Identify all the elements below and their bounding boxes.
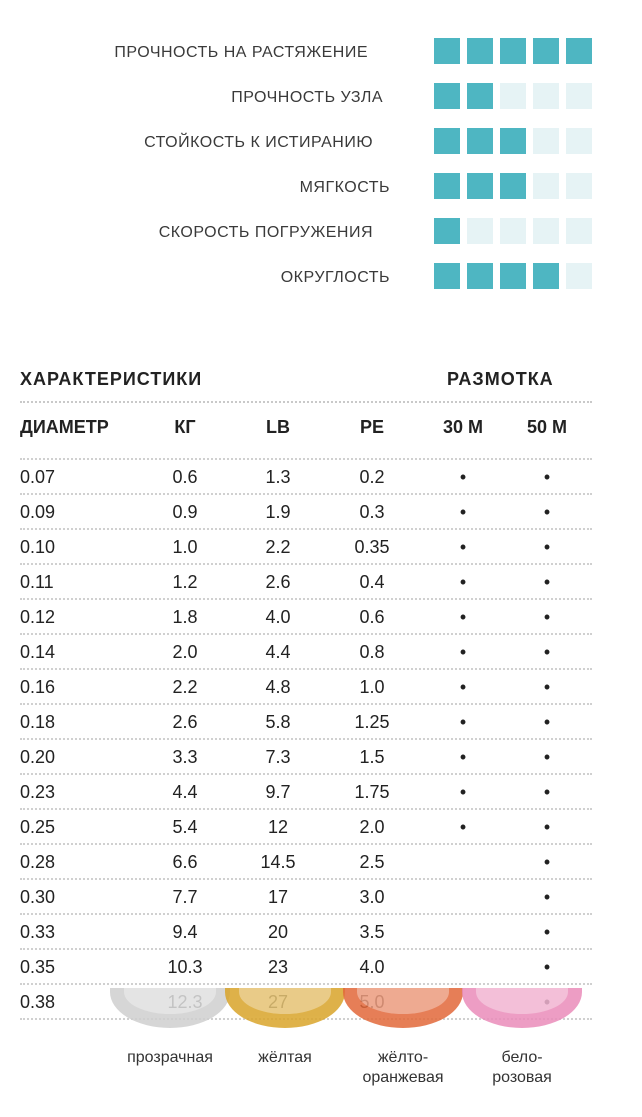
cell-diameter: 0.38 — [20, 992, 56, 1012]
table-row — [20, 880, 592, 915]
cell-lb: 12 — [267, 817, 289, 837]
cell-diameter: 0.12 — [20, 607, 56, 627]
cell-spool-30m: • — [459, 502, 467, 522]
cell-diameter: 0.35 — [20, 957, 56, 977]
cell-diameter: 0.11 — [20, 572, 54, 592]
table-row — [20, 600, 592, 635]
cell-pe: 0.3 — [359, 502, 385, 522]
cell-kg: 10.3 — [167, 957, 203, 977]
rating-bar-filled — [566, 38, 592, 64]
cell-diameter: 0.28 — [20, 852, 56, 872]
table-row — [20, 705, 592, 740]
table-row — [20, 565, 592, 600]
cell-kg: 0.6 — [172, 467, 198, 487]
cell-kg: 9.4 — [172, 922, 198, 942]
cell-lb: 2.2 — [265, 537, 291, 557]
cell-lb: 5.8 — [265, 712, 291, 732]
cell-lb: 14.5 — [260, 852, 296, 872]
color-label: жёлто- оранжевая — [362, 1049, 444, 1086]
rating-bar-empty — [566, 83, 592, 109]
rating-row — [0, 36, 642, 81]
cell-spool-50m: • — [543, 712, 551, 732]
column-header-30m: 30 M — [442, 417, 484, 437]
spool-highlight — [476, 988, 568, 1014]
rating-bar-empty — [533, 173, 559, 199]
cell-spool-30m: • — [459, 467, 467, 487]
color-label: бело- розовая — [492, 1049, 552, 1086]
column-header-diameter: ДИАМЕТР — [20, 417, 109, 437]
cell-kg: 1.8 — [172, 607, 198, 627]
cell-spool-30m: • — [459, 642, 467, 662]
cell-pe: 0.35 — [354, 537, 390, 557]
table-row — [20, 670, 592, 705]
rating-bar-filled — [434, 128, 460, 154]
rating-bar-filled — [467, 83, 493, 109]
spool-highlight — [239, 988, 331, 1014]
rating-row — [0, 216, 642, 261]
rating-bar-filled — [434, 83, 460, 109]
rating-label: СКОРОСТЬ ПОГРУЖЕНИЯ — [158, 224, 373, 241]
cell-lb: 2.6 — [265, 572, 291, 592]
cell-pe: 3.5 — [359, 922, 385, 942]
table-row — [20, 915, 592, 950]
cell-spool-50m: • — [543, 922, 551, 942]
cell-kg: 6.6 — [172, 852, 198, 872]
cell-spool-50m: • — [543, 642, 551, 662]
rating-label: СТОЙКОСТЬ К ИСТИРАНИЮ — [144, 134, 373, 151]
spec-title: ХАРАКТЕРИСТИКИ — [20, 369, 203, 389]
rating-bar-empty — [500, 83, 526, 109]
rating-bar-empty — [566, 173, 592, 199]
cell-spool-50m: • — [543, 747, 551, 767]
spool-swatch — [343, 988, 463, 1028]
rating-bar-filled — [434, 173, 460, 199]
table-body — [20, 460, 592, 1020]
cell-kg: 1.2 — [172, 572, 198, 592]
table-row — [20, 460, 592, 495]
cell-spool-30m: • — [459, 572, 467, 592]
rating-bar-filled — [533, 263, 559, 289]
cell-kg: 2.0 — [172, 642, 198, 662]
cell-diameter: 0.10 — [20, 537, 56, 557]
cell-pe: 0.4 — [359, 572, 385, 592]
cell-kg: 3.3 — [172, 747, 198, 767]
rating-label: ОКРУГЛОСТЬ — [280, 269, 390, 286]
rating-bars — [434, 38, 592, 64]
table-row — [20, 495, 592, 530]
table-row — [20, 845, 592, 880]
cell-spool-30m: • — [459, 747, 467, 767]
cell-spool-30m: • — [459, 712, 467, 732]
cell-lb: 1.9 — [265, 502, 291, 522]
rating-bar-filled — [467, 38, 493, 64]
rating-label: ПРОЧНОСТЬ НА РАСТЯЖЕНИЕ — [114, 44, 368, 61]
cell-lb: 9.7 — [265, 782, 291, 802]
rating-row — [0, 261, 642, 306]
rating-bar-filled — [434, 218, 460, 244]
rating-bars — [434, 218, 592, 244]
cell-diameter: 0.25 — [20, 817, 56, 837]
cell-spool-50m: • — [543, 957, 551, 977]
rating-bar-filled — [467, 263, 493, 289]
cell-diameter: 0.23 — [20, 782, 56, 802]
cell-lb: 7.3 — [265, 747, 291, 767]
cell-lb: 4.8 — [265, 677, 291, 697]
rating-label: МЯГКОСТЬ — [299, 179, 390, 196]
rating-bars — [434, 83, 592, 109]
cell-spool-50m: • — [543, 817, 551, 837]
cell-lb: 1.3 — [265, 467, 291, 487]
cell-pe: 1.25 — [354, 712, 390, 732]
cell-diameter: 0.30 — [20, 887, 56, 907]
cell-spool-30m: • — [459, 537, 467, 557]
cell-pe: 1.0 — [359, 677, 385, 697]
spool-swatches — [108, 988, 580, 1038]
rating-bars — [434, 128, 592, 154]
cell-pe: 3.0 — [359, 887, 385, 907]
column-header-pe: PE — [359, 417, 385, 437]
cell-kg: 2.2 — [172, 677, 198, 697]
rating-label: ПРОЧНОСТЬ УЗЛА — [231, 89, 383, 106]
cell-kg: 4.4 — [172, 782, 198, 802]
column-header-kg: КГ — [174, 417, 196, 437]
cell-spool-30m: • — [459, 782, 467, 802]
cell-spool-30m: • — [459, 607, 467, 627]
table-header-row — [20, 403, 592, 460]
rating-bar-empty — [566, 218, 592, 244]
rating-bar-filled — [500, 263, 526, 289]
color-label: прозрачная — [127, 1049, 213, 1066]
cell-spool-50m: • — [543, 467, 551, 487]
cell-diameter: 0.14 — [20, 642, 56, 662]
cell-diameter: 0.09 — [20, 502, 56, 522]
color-label: жёлтая — [258, 1049, 312, 1066]
rating-bar-filled — [500, 173, 526, 199]
cell-spool-50m: • — [543, 852, 551, 872]
table-row — [20, 740, 592, 775]
rating-bar-empty — [566, 128, 592, 154]
rating-bar-filled — [533, 38, 559, 64]
rating-bar-empty — [467, 218, 493, 244]
cell-kg: 5.4 — [172, 817, 198, 837]
cell-pe: 0.6 — [359, 607, 385, 627]
cell-spool-50m: • — [543, 782, 551, 802]
table-row — [20, 810, 592, 845]
table-row — [20, 635, 592, 670]
rating-bar-filled — [434, 263, 460, 289]
cell-pe: 2.0 — [359, 817, 385, 837]
spool-highlight — [124, 988, 216, 1014]
column-header-lb: LB — [266, 417, 290, 437]
cell-lb: 4.0 — [265, 607, 291, 627]
rating-bar-empty — [533, 128, 559, 154]
cell-spool-50m: • — [543, 502, 551, 522]
rating-bar-filled — [467, 128, 493, 154]
spec-table — [20, 365, 592, 1020]
spec-section-header — [20, 365, 592, 403]
cell-pe: 4.0 — [359, 957, 385, 977]
spool-swatch — [225, 988, 345, 1028]
cell-spool-50m: • — [543, 572, 551, 592]
cell-diameter: 0.33 — [20, 922, 56, 942]
cell-pe: 1.5 — [359, 747, 385, 767]
spool-swatch — [110, 988, 230, 1028]
spool-swatch — [462, 988, 582, 1028]
rating-bar-filled — [500, 38, 526, 64]
spool-title: РАЗМОТКА — [447, 369, 554, 389]
cell-pe: 0.8 — [359, 642, 385, 662]
rating-bar-empty — [500, 218, 526, 244]
rating-row — [0, 126, 642, 171]
cell-diameter: 0.20 — [20, 747, 56, 767]
rating-bars — [434, 263, 592, 289]
cell-diameter: 0.18 — [20, 712, 56, 732]
table-row — [20, 775, 592, 810]
rating-bar-empty — [533, 218, 559, 244]
rating-row — [0, 81, 642, 126]
cell-kg: 7.7 — [172, 887, 198, 907]
cell-diameter: 0.07 — [20, 467, 56, 487]
ratings-panel — [0, 36, 642, 306]
rating-bar-filled — [434, 38, 460, 64]
cell-kg: 1.0 — [172, 537, 198, 557]
rating-bars — [434, 173, 592, 199]
cell-spool-50m: • — [543, 537, 551, 557]
cell-kg: 0.9 — [172, 502, 198, 522]
rating-bar-empty — [533, 83, 559, 109]
cell-lb: 4.4 — [265, 642, 291, 662]
rating-bar-filled — [500, 128, 526, 154]
cell-lb: 23 — [267, 957, 289, 977]
cell-kg: 2.6 — [172, 712, 198, 732]
cell-spool-30m: • — [459, 817, 467, 837]
cell-lb: 20 — [267, 922, 289, 942]
cell-spool-50m: • — [543, 887, 551, 907]
column-header-50m: 50 M — [526, 417, 568, 437]
rating-row — [0, 171, 642, 216]
spool-highlight — [357, 988, 449, 1014]
cell-diameter: 0.16 — [20, 677, 56, 697]
cell-lb: 17 — [267, 887, 289, 907]
cell-spool-50m: • — [543, 677, 551, 697]
cell-spool-30m: • — [459, 677, 467, 697]
rating-bar-filled — [467, 173, 493, 199]
cell-pe: 2.5 — [359, 852, 385, 872]
table-row — [20, 950, 592, 985]
cell-pe: 0.2 — [359, 467, 385, 487]
cell-spool-50m: • — [543, 607, 551, 627]
rating-bar-empty — [566, 263, 592, 289]
cell-pe: 1.75 — [354, 782, 390, 802]
table-row — [20, 530, 592, 565]
color-labels — [0, 1048, 642, 1108]
